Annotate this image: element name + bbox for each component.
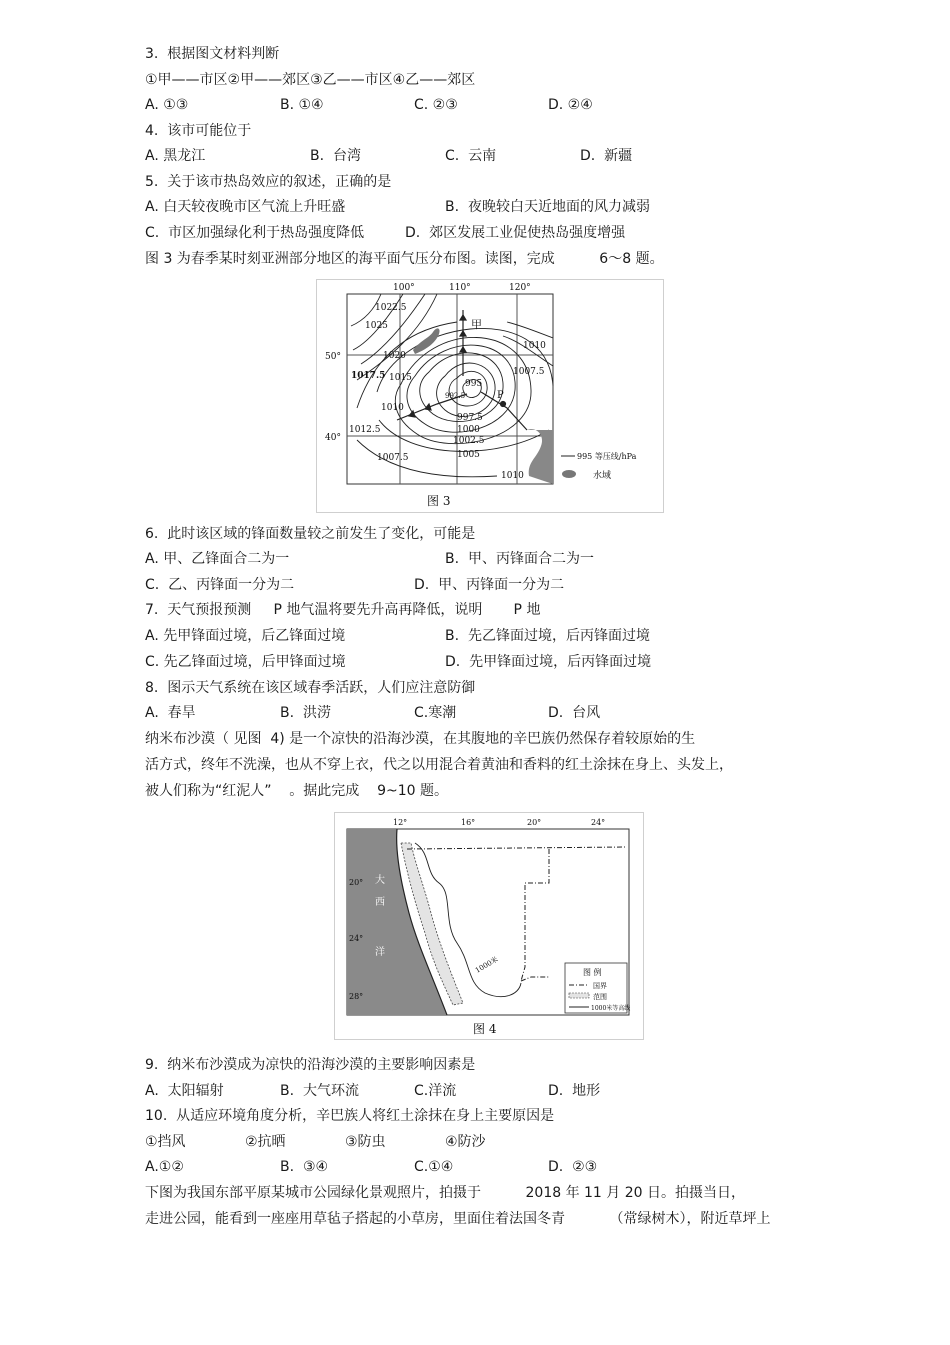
q6-option-d: D. 甲、丙锋面一分为二: [414, 577, 565, 593]
fig4-intro-line-1: 纳米布沙漠（ 见图 4) 是一个凉快的沿海沙漠，在其腹地的辛巴族仍然保存着较原始的生: [145, 731, 696, 747]
legend-range-swatch: [569, 993, 589, 998]
ocean-char-2: 西: [375, 897, 385, 908]
lon4-label-24: 24°: [591, 818, 606, 827]
front-north-marks: [460, 315, 466, 352]
q10-option-c: C.①④: [414, 1159, 454, 1175]
isobar-label-1010-ne: 1010: [523, 341, 546, 351]
area-label-p: P: [497, 390, 504, 401]
q6-option-b: B. 甲、丙锋面合二为一: [445, 551, 594, 567]
q4-option-d: D. 新疆: [580, 148, 633, 164]
q10-option-a: A.①②: [145, 1159, 184, 1175]
q5-option-a: A. 白天较夜晚市区气流上升旺盛: [145, 199, 346, 215]
isobar-label-1025: 1025: [365, 321, 388, 331]
fig4-intro-line-2: 活方式，终年不洗澡，也从不穿上衣，代之以用混合着黄油和香料的红土涂抹在身上、头发上，: [145, 757, 733, 773]
q7-option-a: A. 先甲锋面过境，后乙锋面过境: [145, 628, 346, 644]
front-east: [481, 392, 527, 430]
isobar-label-1015: 1015: [389, 373, 412, 383]
fig4-caption: 图 4: [473, 1022, 497, 1036]
contour-label: 1000米: [474, 955, 500, 975]
isobar-label-1020: 1020: [383, 351, 406, 361]
q5-option-d: D. 郊区发展工业促使热岛强度增强: [405, 225, 626, 241]
q9-stem: 9. 纳米布沙漠成为凉快的沿海沙漠的主要影响因素是: [145, 1057, 476, 1073]
q3-items: ①甲——市区②甲——郊区③乙——市区④乙——郊区: [145, 72, 476, 88]
isobar-label-1007-e: 1007.5: [513, 367, 545, 377]
q10-item-2: ②抗晒: [245, 1134, 286, 1150]
border-north: [407, 847, 625, 849]
q6-stem: 6. 此时该区域的锋面数量较之前发生了变化，可能是: [145, 526, 476, 542]
lat4-label-24: 24°: [349, 934, 364, 943]
legend-title: 图 例: [583, 968, 602, 977]
q6-option-c: C. 乙、丙锋面一分为二: [145, 577, 295, 593]
q9-option-d: D. 地形: [548, 1083, 601, 1099]
lon4-label-12: 12°: [393, 818, 408, 827]
lat4-label-28: 28°: [349, 992, 364, 1001]
figure-3-svg: [317, 280, 663, 512]
isobar-label-1000: 1000: [457, 425, 480, 435]
q9-option-a: A. 太阳辐射: [145, 1083, 224, 1099]
figure-4-svg: [335, 813, 643, 1039]
lat-label-50: 50°: [325, 352, 341, 362]
lon-label-110: 110°: [449, 283, 471, 293]
isobar-label-1010-se: 1010: [501, 471, 524, 481]
q8-stem: 8. 图示天气系统在该区域春季活跃，人们应注意防御: [145, 680, 476, 696]
area-label-jia: 甲: [471, 318, 482, 331]
q10-item-3: ③防虫: [345, 1134, 386, 1150]
isobar-label-1010-w: 1010: [381, 403, 404, 413]
q5-stem: 5. 关于该市热岛效应的叙述，正确的是: [145, 174, 392, 190]
isobar-label-995: 995: [465, 379, 483, 389]
q7-option-c: C. 先乙锋面过境，后甲锋面过境: [145, 654, 346, 670]
q5-option-c: C. 市区加强绿化利于热岛强度降低: [145, 225, 365, 241]
q3-stem: 3. 根据图文材料判断: [145, 46, 280, 62]
legend-range-label: 范围: [593, 993, 607, 1001]
lon4-label-16: 16°: [461, 818, 476, 827]
q4-option-a: A. 黑龙江: [145, 148, 206, 164]
outro-line-1: 下图为我国东部平原某城市公园绿化景观照片，拍摄于 2018 年 11 月 20 日。拍摄当日，: [145, 1185, 746, 1201]
q10-option-d: D. ②③: [548, 1159, 598, 1175]
lat-label-40: 40°: [325, 433, 341, 443]
q9-option-c: C.洋流: [414, 1083, 457, 1099]
q8-option-c: C.寒潮: [414, 705, 457, 721]
q7-option-b: B. 先乙锋面过境，后丙锋面过境: [445, 628, 650, 644]
legend-contour-label: 1000米等高线: [591, 1005, 631, 1012]
ocean-char-3: 洋: [375, 947, 385, 958]
legend-water-swatch: [562, 470, 576, 478]
water-sea: [527, 429, 553, 484]
q3-option-a: A. ①③: [145, 97, 189, 113]
q5-option-b: B. 夜晚较白天近地面的风力减弱: [445, 199, 650, 215]
isobar-label-1002: 1002.5: [453, 436, 485, 446]
figure-3-pressure-map: [316, 279, 664, 513]
legend-water-label: 水域: [593, 471, 612, 481]
q7-stem: 7. 天气预报预测 P 地气温将要先升高再降低，说明 P 地: [145, 602, 541, 618]
water-lake: [413, 328, 440, 354]
q8-option-a: A. 春旱: [145, 705, 196, 721]
q9-option-b: B. 大气环流: [280, 1083, 359, 1099]
lon4-label-20: 20°: [527, 818, 542, 827]
legend-isobar-label: 995 等压线/hPa: [577, 452, 637, 461]
fig4-intro-line-3: 被人们称为“红泥人” 。据此完成 9~10 题。: [145, 783, 449, 799]
front-east-mark: [501, 402, 506, 407]
q7-option-d: D. 先甲锋面过境，后丙锋面过境: [445, 654, 652, 670]
outro-line-2: 走进公园，能看到一座座用草毡子搭起的小草房，里面住着法国冬青 （常绿树木），附近草坪上: [145, 1211, 771, 1227]
lat4-label-20: 20°: [349, 878, 364, 887]
ocean-char-1: 大: [375, 875, 385, 886]
border-east: [521, 849, 549, 981]
isobar-997: [437, 363, 495, 416]
q10-item-4: ④防沙: [445, 1134, 486, 1150]
q10-stem: 10. 从适应环境角度分析，辛巴族人将红土涂抹在身上主要原因是: [145, 1108, 555, 1124]
fig3-labels: [325, 283, 546, 481]
q4-stem: 4. 该市可能位于: [145, 123, 252, 139]
isobar-label-1007-sw: 1007.5: [377, 453, 409, 463]
q3-option-d: D. ②④: [548, 97, 593, 113]
isobar-label-1017: 1017.5: [351, 371, 386, 381]
isobar-label-992: 992.5: [445, 392, 466, 400]
q10-item-1: ①挡风: [145, 1134, 186, 1150]
q10-option-b: B. ③④: [280, 1159, 329, 1175]
isobar-1000: [420, 353, 503, 422]
q6-option-a: A. 甲、乙锋面合二为一: [145, 551, 290, 567]
q8-option-b: B. 洪涝: [280, 705, 331, 721]
isobar-label-1022: 1022.5: [375, 303, 407, 313]
q4-option-c: C. 云南: [445, 148, 497, 164]
border-south: [521, 977, 549, 981]
isobar-label-1005: 1005: [457, 450, 480, 460]
isobar-label-997: 997.5: [457, 413, 483, 423]
isobar-label-1012: 1012.5: [349, 425, 381, 435]
q3-option-c: C. ②③: [414, 97, 458, 113]
fig3-caption: 图 3: [427, 494, 451, 508]
q4-option-b: B. 台湾: [310, 148, 361, 164]
lon-label-120: 120°: [509, 283, 531, 293]
fig3-intro: 图 3 为春季某时刻亚洲部分地区的海平面气压分布图。读图，完成 6～8 题。: [145, 251, 664, 267]
legend-border-label: 国界: [593, 982, 607, 990]
q3-option-b: B. ①④: [280, 97, 324, 113]
lon-label-100: 100°: [393, 283, 415, 293]
figure-4-namib-map: [334, 812, 644, 1040]
q8-option-d: D. 台风: [548, 705, 601, 721]
